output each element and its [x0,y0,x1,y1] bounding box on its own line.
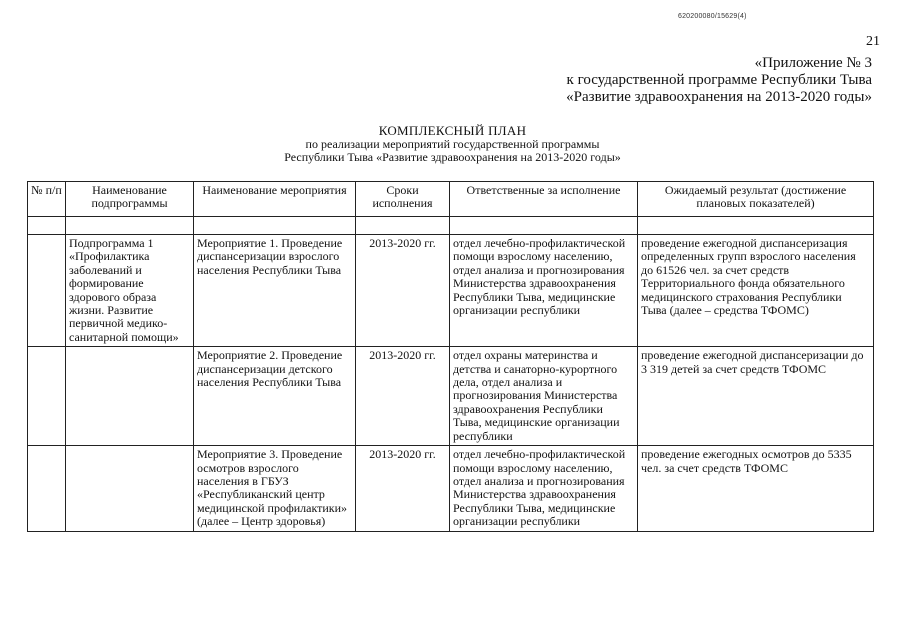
table-row [28,235,874,347]
responsible-cell: отдел охраны материнства и детства и санаторно-курортного дела, отдел анализа и прогнозирования Министерства здравоохранения Республики Тыва, медицинские организации республики [450,347,638,446]
column-header-term: Сроки исполнения [356,182,450,217]
document-code: 620200080/15629(4) [678,13,747,20]
event-cell: Мероприятие 3. Проведение осмотров взрослого населения в ГБУЗ «Республиканский центр медицинской профилактики» (далее – Центр здоровья) [194,446,356,531]
page-number: 21 [866,34,880,49]
column-header-result: Ожидаемый результат (достижение плановых показателей) [638,182,874,217]
subprogram-cell: Подпрограмма 1 «Профилактика заболеваний и формирование здорового образа жизни. Развитие первичной медико-санитарной помощи» [66,235,194,347]
appendix-line-1: «Приложение № 3 [754,55,872,71]
result-cell: проведение ежегодных осмотров до 5335 чел. за счет средств ТФОМС [638,446,874,531]
table-header-row [28,182,874,217]
column-header-event: Наименование мероприятия [194,182,356,217]
title-line-3: Республики Тыва «Развитие здравоохранения на 2013-2020 годы» [284,150,621,164]
result-cell: проведение ежегодной диспансеризации до 3 319 детей за счет средств ТФОМС [638,347,874,446]
plan-table [27,181,874,532]
responsible-cell: отдел лечебно-профилактической помощи взрослому населению, отдел анализа и прогнозирования Министерства здравоохранения Республики Тыва, медицинские организации республики [450,235,638,347]
column-header-number: № п/п [28,182,66,217]
appendix-reference [566,55,872,106]
subprogram-cell [66,347,194,446]
result-cell: проведение ежегодной диспансеризация определенных групп взрослого населения до 61526 чел. за счет средств Территориального фонда обязательного медицинского страхования Республики Тыва (далее – средства ТФОМС) [638,235,874,347]
document-title [0,124,905,164]
title-main: КОМПЛЕКСНЫЙ ПЛАН [378,123,527,138]
event-cell: Мероприятие 1. Проведение диспансеризации взрослого населения Республики Тыва [194,235,356,347]
event-cell: Мероприятие 2. Проведение диспансеризации детского населения Республики Тыва [194,347,356,446]
table-row [28,347,874,446]
row-number-cell [28,235,66,347]
responsible-cell: отдел лечебно-профилактической помощи взрослому населению, отдел анализа и прогнозирования Министерства здравоохранения Республики Тыва, медицинские организации республики [450,446,638,531]
title-line-2: по реализации мероприятий государственной программы [305,137,600,151]
appendix-line-2: к государственной программе Республики Тыва [566,72,872,88]
subprogram-cell [66,446,194,531]
term-cell: 2013-2020 гг. [356,446,450,531]
term-cell: 2013-2020 гг. [356,235,450,347]
column-header-responsible: Ответственные за исполнение [450,182,638,217]
table-row [28,446,874,531]
term-cell: 2013-2020 гг. [356,347,450,446]
row-number-cell [28,446,66,531]
row-number-cell [28,347,66,446]
table-spacer-row [28,217,874,235]
appendix-line-3: «Развитие здравоохранения на 2013-2020 годы» [566,89,872,105]
column-header-subprogram: Наименование подпрограммы [66,182,194,217]
